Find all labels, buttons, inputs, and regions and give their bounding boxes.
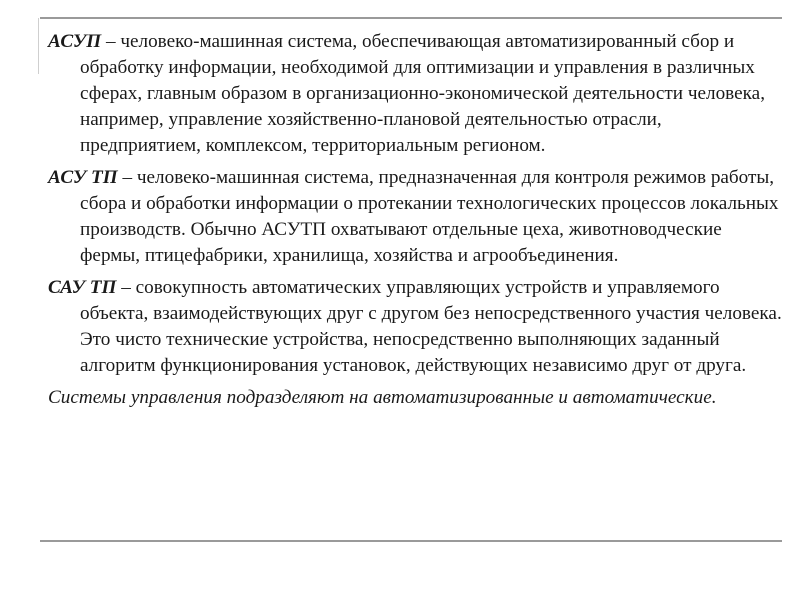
term-asu-tp: АСУ ТП xyxy=(48,167,118,188)
left-rule xyxy=(38,18,39,74)
definition-asu-tp xyxy=(48,165,784,269)
top-rule xyxy=(40,17,782,19)
definition-asup xyxy=(48,29,784,159)
definition-asu-tp-text: – человеко-машинная система, предназначенная для контроля режимов работы, сбора и обработки информации о протекании технологических процессов локальных производств. Обычно АСУТП охватывают отдельные цеха, животноводческие фермы, птицефабрики, хранилища, хозяйства и агрообъединения. xyxy=(80,167,779,266)
definition-sau-tp-text: – совокупность автоматических управляющих устройств и управляемого объекта, взаимодействующих друг с другом без непосредственного участия человека. Это чисто технические устройства, непосредственно выполняющих заданный алгоритм функционирования установок, действующих независимо друг от друга. xyxy=(80,277,782,376)
term-asup: АСУП xyxy=(48,31,102,52)
slide-content xyxy=(48,29,784,417)
term-sau-tp: САУ ТП xyxy=(48,277,117,298)
definition-asup-text: – человеко-машинная система, обеспечивающая автоматизированный сбор и обработку информации, необходимой для оптимизации и управления в различных сферах, главным образом в организационно-экономической деятельности человека, например, управление хозяйственно-плановой деятельностью отрасли, предприятием, комплексом, территориальным регионом. xyxy=(80,31,765,156)
classification-note: Системы управления подразделяют на автоматизированные и автоматические. xyxy=(48,387,717,408)
definition-sau-tp xyxy=(48,275,784,379)
bottom-rule xyxy=(40,540,782,542)
